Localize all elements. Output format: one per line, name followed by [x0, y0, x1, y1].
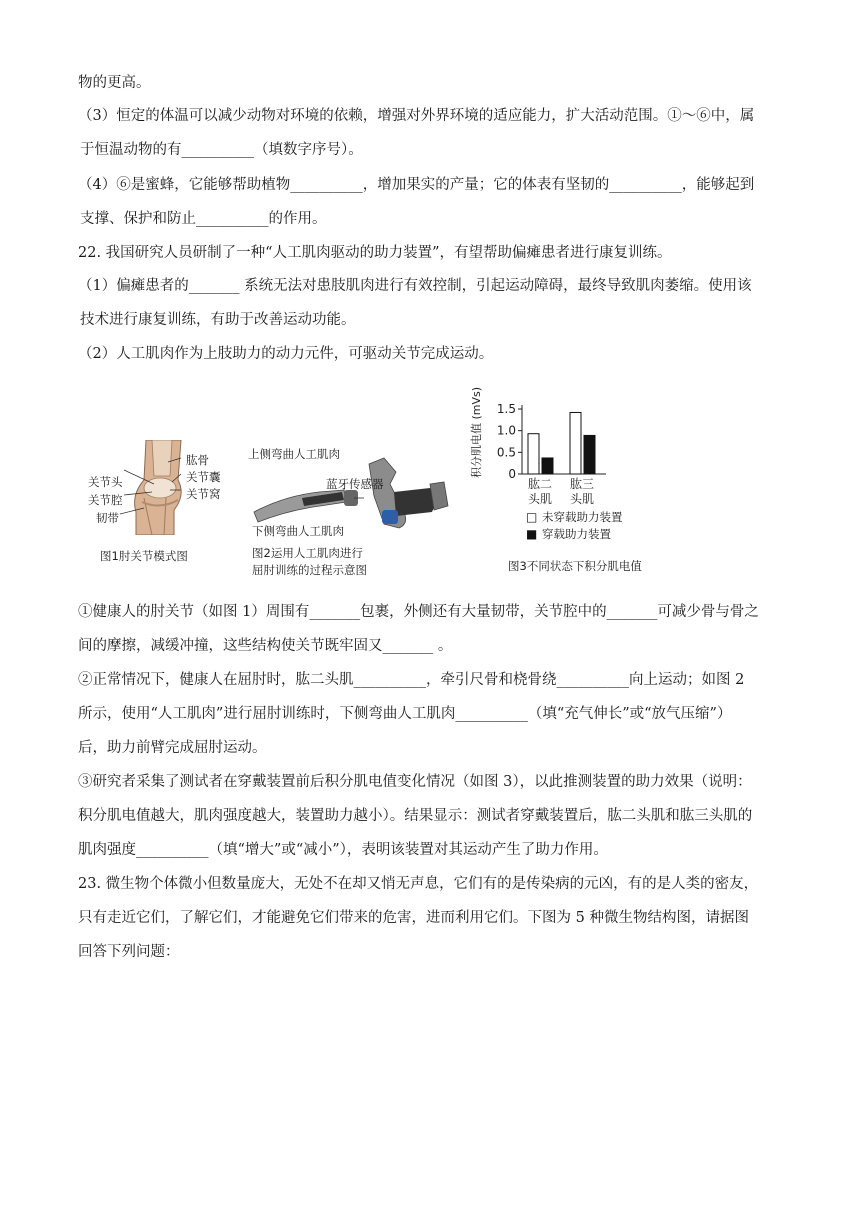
y-tick-label: 1.5: [496, 402, 516, 416]
text-line-11: 间的摩擦，减缓冲撞，这些结构使关节既牢固又_______ 。: [78, 638, 453, 654]
figure-1-elbow-joint: [86, 440, 226, 572]
label-joint-capsule: 关节囊: [186, 470, 221, 484]
label-lower-artificial-muscle: 下侧弯曲人工肌肉: [252, 524, 344, 538]
text-line-13: 所示，使用“人工肌肉”进行屈肘训练时，下侧弯曲人工肌肉__________（填“充气伸长”或“放气压缩”）: [78, 706, 732, 722]
text-line-19: 只有走近它们，了解它们，才能避免它们带来的危害，进而利用它们。下图为 5 种微生物结构图，请据图: [78, 910, 749, 926]
label-bluetooth-sensor: 蓝牙传感器: [326, 477, 384, 491]
bar-2-series-1: [570, 412, 581, 474]
legend-label: 穿载助力装置: [542, 527, 611, 541]
label-joint-head: 关节头: [88, 475, 123, 489]
emg-bar-chart: [466, 378, 676, 553]
bar-1-series-1: [528, 434, 539, 474]
text-line-10: ①健康人的肘关节（如图 1）周围有_______包裹，外侧还有大量韧带，关节腔中的_______可减少骨与骨之: [78, 604, 759, 620]
text-line-3: 于恒温动物的有__________（填数字序号）。: [80, 142, 363, 158]
label-ligament: 韧带: [96, 511, 119, 525]
text-line-15: ③研究者采集了测试者在穿戴装置前后积分肌电值变化情况（如图 3），以此推测装置的助力效果（说明：: [78, 774, 752, 790]
figure-2-caption-line-2: 屈肘训练的过程示意图: [252, 563, 367, 577]
bar-1-series-2: [542, 458, 553, 474]
text-line-9: （2）人工肌肉作为上肢助力的动力元件，可驱动关节完成运动。: [78, 346, 494, 362]
y-tick-label: 1.0: [496, 423, 516, 438]
label-humerus: 肱骨: [186, 453, 209, 467]
question-22-title: 22. 我国研究人员研制了一种“人工肌肉驱动的助力装置”，有望帮助偏瘫患者进行康复训练。: [78, 245, 672, 261]
y-tick-label: 0: [508, 467, 516, 481]
label-upper-artificial-muscle: 上侧弯曲人工肌肉: [248, 447, 340, 461]
text-line-5: 支撑、保护和防止__________的作用。: [80, 211, 327, 227]
question-23-title: 23. 微生物个体微小但数量庞大，无处不在却又悄无声息，它们有的是传染病的元凶，有的是人类的密友，: [78, 876, 759, 892]
label-joint-cavity: 关节腔: [88, 493, 123, 507]
x-tick-label: 肱二: [527, 477, 553, 491]
text-line-20: 回答下列问题：: [78, 944, 180, 960]
text-line-4: （4）⑥是蜜蜂，它能够帮助植物__________，增加果实的产量；它的体表有坚韧的__________，能够起到: [78, 177, 755, 193]
text-line-16: 积分肌电值越大，肌肉强度越大，装置助力越小）。结果显示：测试者穿戴装置后，肱二头肌和肱三头肌的: [78, 808, 753, 824]
bar-2-series-2: [584, 435, 595, 474]
text-line-17: 肌肉强度__________（填“增大”或“减小”），表明该装置对其运动产生了助力作用。: [78, 842, 608, 858]
text-line-12: ②正常情况下，健康人在屈肘时，肱二头肌__________，牵引尺骨和桡骨绕__________向上运动；如图 2: [78, 672, 745, 688]
y-axis-label: 积分肌电值 (mVs): [470, 386, 483, 478]
text-line-8: 技术进行康复训练，有助于改善运动功能。: [80, 312, 356, 328]
text-line-7: （1）偏瘫患者的_______ 系统无法对患肢肌肉进行有效控制，引起运动障碍，最终导致肌肉萎缩。使用该: [78, 278, 752, 294]
text-line-1: 物的更高。: [78, 75, 151, 91]
text-line-14: 后，助力前臂完成屈肘运动。: [78, 740, 267, 756]
y-tick-label: 0.5: [496, 445, 516, 460]
x-tick-label: 头肌: [527, 492, 553, 506]
legend-marker: □: [526, 510, 538, 524]
text-line-2: （3）恒定的体温可以减少动物对环境的依赖，增强对外界环境的适应能力，扩大活动范围。①～⑥中，属: [78, 108, 755, 124]
x-tick-label: 肱三: [569, 477, 595, 491]
figure-3-chart: [466, 378, 676, 583]
legend-label: 未穿载助力装置: [542, 510, 623, 524]
figure-2-caption-line-1: 图2运用人工肌肉进行: [252, 546, 363, 560]
x-tick-label: 头肌: [569, 492, 595, 506]
figure-1-caption: 图1肘关节模式图: [100, 549, 188, 563]
figure-3-caption: 图3不同状态下积分肌电值: [508, 559, 642, 573]
legend-marker: ■: [526, 527, 538, 541]
figure-2-training: [244, 447, 454, 582]
label-joint-socket: 关节窝: [186, 487, 221, 501]
